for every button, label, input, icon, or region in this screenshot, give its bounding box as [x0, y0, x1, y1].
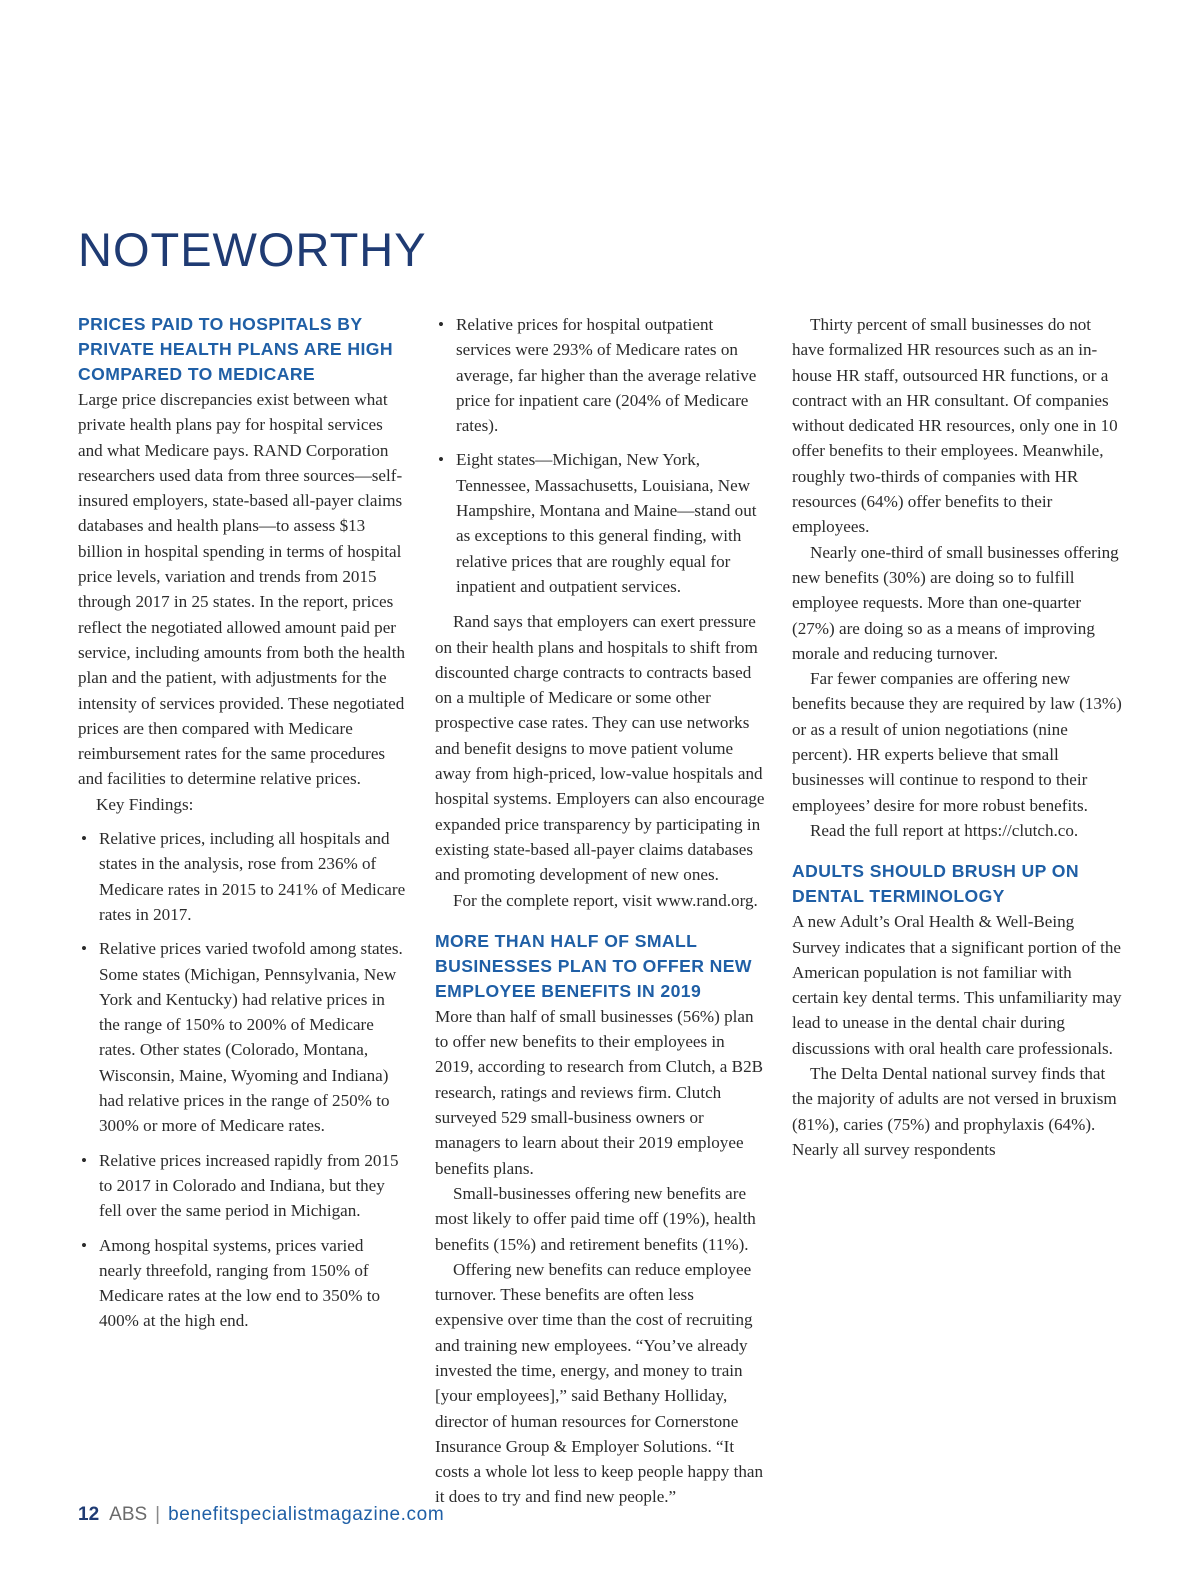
finding-text: Relative prices increased rapidly from 2015 to 2017 in Colorado and Indiana, but they fell over the same period in Michigan. — [99, 1150, 399, 1221]
finding-item — [78, 826, 408, 927]
article-paragraph: More than half of small businesses (56%) plan to offer new benefits to their employees in 2019, according to research from Clutch, a B2B research, ratings and reviews firm. Clutch surveyed 529 small-business owners or managers to learn about their 2019 employee benefits plans. — [435, 1006, 764, 1178]
page-title: NOTEWORTHY — [78, 223, 427, 276]
finding-item — [435, 312, 765, 438]
finding-item — [78, 1233, 408, 1334]
findings-list — [78, 826, 408, 1334]
clutch-report-link-paragraph: Read the full report at https://clutch.co. — [810, 820, 1079, 840]
website-link[interactable]: benefitspecialistmagazine.com — [168, 1504, 445, 1525]
article-paragraph-continues: Offering new benefits can reduce employee turnover. These benefits are often less expensive over time than the cost of recruiting and training new employees. “You’ve already invested the time, energy, and money to train [your employees],” said Bethany Holliday, director of human resources for Cornerstone Insurance Group & Employer Solutions. “It costs a whole lot less to keep people happy than it does to try and find new people.” — [435, 1259, 764, 1507]
article-heading-dental-terminology: ADULTS SHOULD BRUSH UP ON DENTAL TERMINOLOGY — [792, 861, 1079, 907]
article-heading-hospital-prices: PRICES PAID TO HOSPITALS BY PRIVATE HEALTH PLANS ARE HIGH COMPARED TO MEDICARE — [78, 314, 393, 384]
column-3 — [792, 312, 1122, 1162]
findings-list-continued — [435, 312, 765, 599]
article-paragraph: Small-businesses offering new benefits are most likely to offer paid time off (19%), health benefits (15%) and retirement benefits (11%). — [435, 1183, 756, 1254]
article-paragraph: A new Adult’s Oral Health & Well-Being Survey indicates that a significant portion of the American population is not familiar with certain key dental terms. This unfamiliarity may lead to unease in the dental chair during discussions with oral health care professionals. — [792, 912, 1122, 1058]
article-paragraph: Far fewer companies are offering new benefits because they are required by law (13%) or as a result of union negotiations (nine percent). HR experts believe that small businesses will continue to respond to their employees’ desire for more robust benefits. — [792, 669, 1122, 815]
page-footer — [78, 1504, 444, 1526]
bullet-icon: • — [438, 315, 444, 334]
finding-text: Relative prices for hospital outpatient services were 293% of Medicare rates on average, far higher than the average relative price for inpatient care (204% of Medicare rates). — [456, 315, 757, 436]
bullet-icon: • — [81, 829, 87, 849]
finding-item — [435, 447, 765, 599]
page-number: 12 — [78, 1504, 100, 1525]
column-2 — [435, 312, 765, 1510]
rand-employers-paragraph: Rand says that employers can exert pressure on their health plans and hospitals to shift from discounted charge contracts to contracts based on a multiple of Medicare or some other prospective case rates. They can use networks and benefit designs to move patient volume away from high-priced, low-value hospitals and hospital systems. Employers can also encourage expanded price transparency by participating in existing state-based all-payer claims databases and promoting development of new ones. — [435, 612, 765, 885]
finding-item — [78, 1148, 408, 1224]
bullet-icon: • — [438, 450, 444, 470]
finding-text: Relative prices, including all hospitals and states in the analysis, rose from 236% of Medicare rates in 2015 to 241% of Medicare rates in 2017. — [99, 829, 406, 924]
finding-text: Among hospital systems, prices varied nearly threefold, ranging from 150% of Medicare rates at the low end to 350% to 400% at the high end. — [99, 1235, 381, 1331]
article-intro-paragraph: Large price discrepancies exist between what private health plans pay for hospital services and what Medicare pays. RAND Corporation researchers used data from three sources—self-insured employers, state-based all-payer claims databases and health plans—to assess $13 billion in hospital spending in terms of hospital price levels, variation and trends from 2015 through 2017 in 25 states. In the report, prices reflect the negotiated allowed amount paid per service, including amounts from both the health plan and the patient, with adjustments for the intensity of services provided. These negotiated prices are then compared with Medicare reimbursement rates for the same procedures and facilities to determine relative prices. — [78, 390, 406, 789]
publication-name: ABS — [109, 1504, 148, 1525]
column-1 — [78, 312, 408, 1343]
finding-text: Relative prices varied twofold among states. Some states (Michigan, Pennsylvania, New York and Kentucky) had relative prices in the range of 150% to 200% of Medicare rates. Other states (Colorado, Montana, Wisconsin, Maine, Wyoming and Indiana) had relative prices in the range of 250% to 300% or more of Medicare rates. — [99, 939, 403, 1136]
bullet-icon: • — [81, 1150, 87, 1170]
key-findings-label: Key Findings: — [96, 794, 194, 814]
article-paragraph: Nearly one-third of small businesses offering new benefits (30%) are doing so to fulfill employee requests. More than one-quarter (27%) are doing so as a means of improving morale and reducing turnover. — [792, 542, 1119, 663]
finding-item — [78, 936, 408, 1138]
article-paragraph: The Delta Dental national survey finds that the majority of adults are not versed in bruxism (81%), caries (75%) and prophylaxis (64%). Nearly all survey respondents — [792, 1064, 1117, 1159]
rand-report-link-paragraph: For the complete report, visit www.rand.org. — [453, 890, 758, 910]
article-heading-small-business-benefits: MORE THAN HALF OF SMALL BUSINESSES PLAN TO OFFER NEW EMPLOYEE BENEFITS IN 2019 — [435, 930, 752, 1001]
finding-text: Eight states—Michigan, New York, Tennessee, Massachusetts, Louisiana, New Hampshire, Montana and Maine—stand out as exceptions to this general finding, with relative prices that are roughly equal for inpatient and outpatient services. — [456, 450, 757, 596]
article-paragraph: Thirty percent of small businesses do not have formalized HR resources such as an in-house HR staff, outsourced HR functions, or a contract with an HR consultant. Of companies without dedicated HR resources, only one in 10 offer benefits to their employees. Meanwhile, roughly two-thirds of companies with HR resources (64%) offer benefits to their employees. — [792, 315, 1118, 537]
footer-separator: | — [155, 1504, 161, 1525]
bullet-icon: • — [81, 939, 87, 959]
bullet-icon: • — [81, 1235, 87, 1255]
